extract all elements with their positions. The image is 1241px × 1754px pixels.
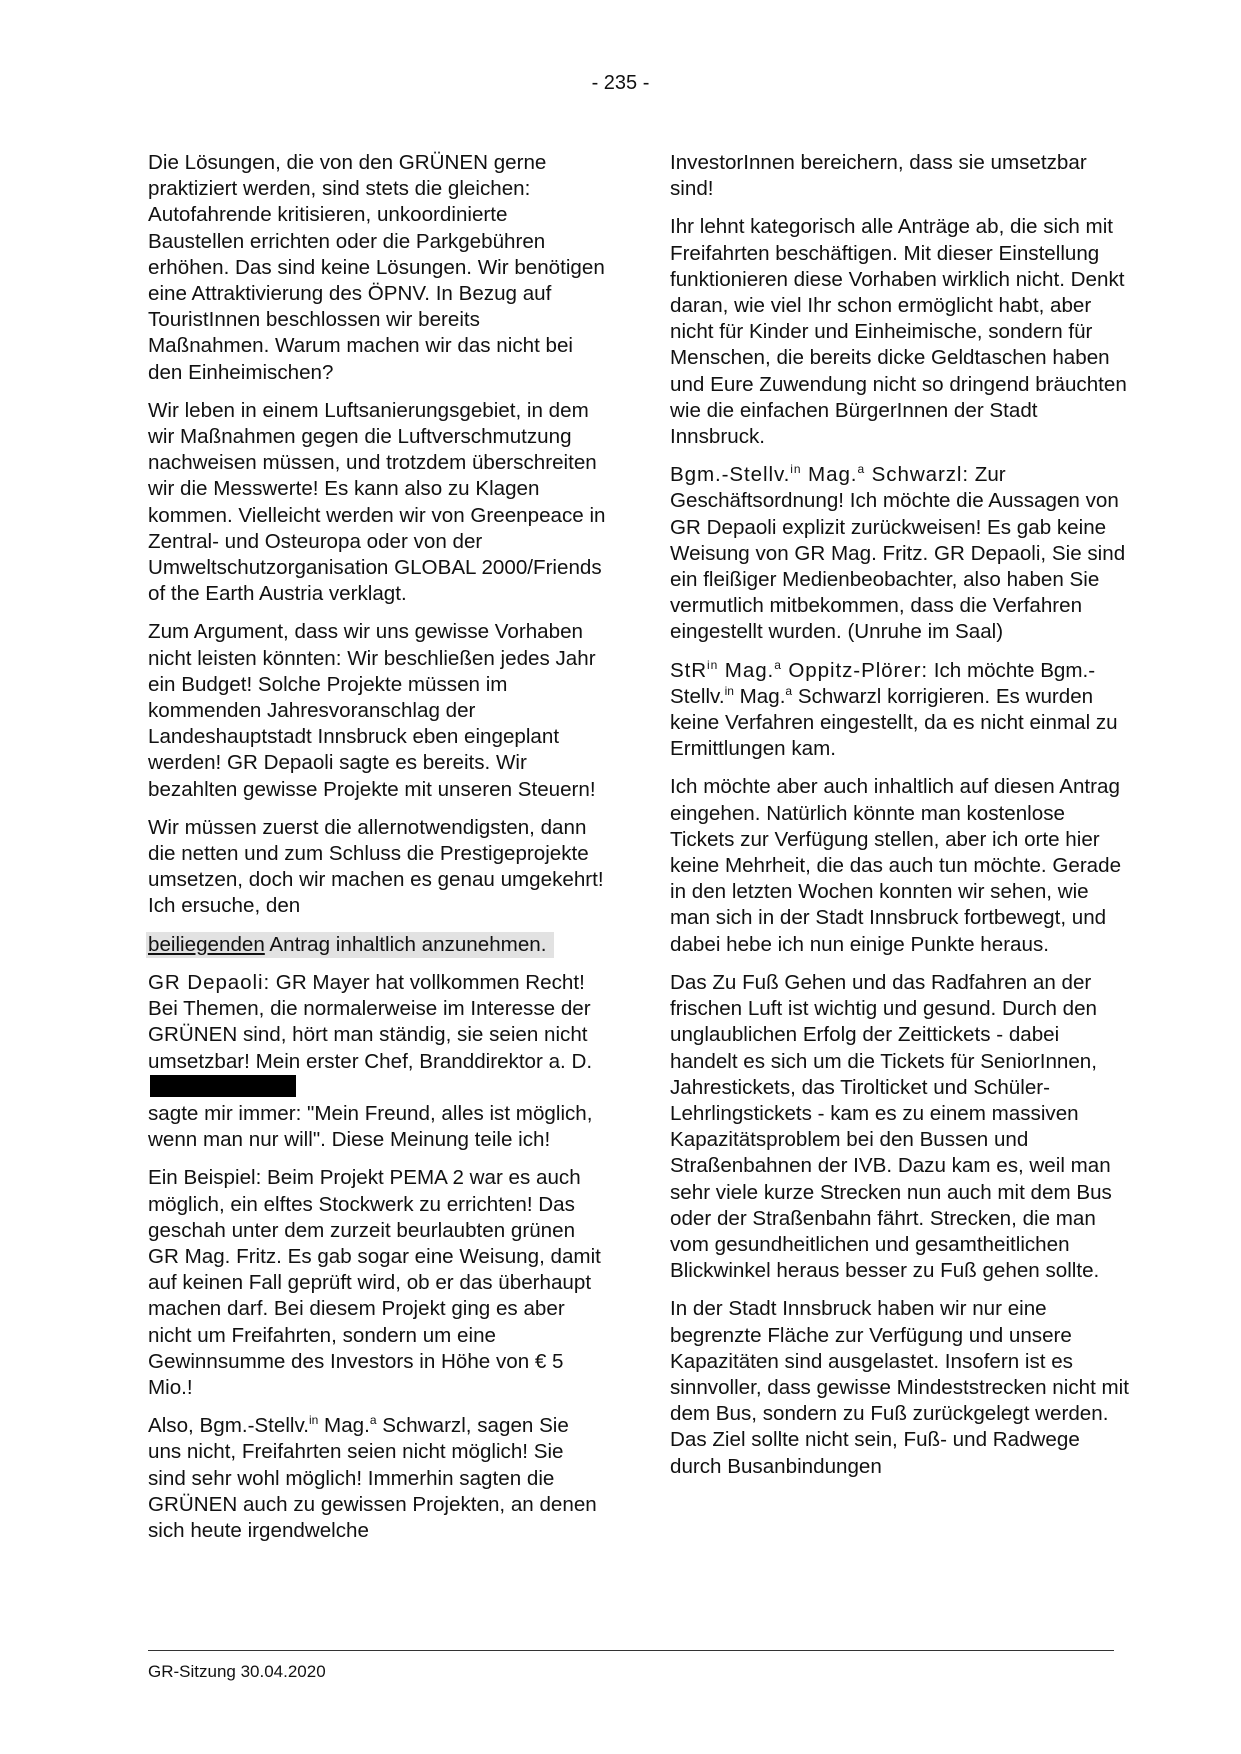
text: Antrag inhaltlich anzunehmen. [264, 932, 547, 956]
text: Mag. [801, 463, 858, 487]
text: StR [670, 658, 708, 682]
text: Zur Geschäftsordnung! Ich möchte die Aussagen von GR Depaoli explizit zurückweisen! Es gab keine Weisung von GR Mag. Fritz. GR Depaoli, Sie sind ein fleißiger Medienbeobachter, also haben Sie vermutlich mitbekommen, dass die Verfahren eingestellt wurden. (Unruhe im Saal) [670, 463, 1126, 644]
text: Mag. [733, 684, 786, 708]
superscript: in [790, 462, 802, 477]
paragraph: Ein Beispiel: Beim Projekt PEMA 2 war es auch möglich, ein elftes Stockwerk zu errichten! Das geschah unter dem zurzeit beurlaubten grünen GR Mag. Fritz. Es gab sogar eine Weisung, damit auf keinen Fall geprüft wird, ob er das überhaupt machen darf. Bei diesem Projekt ging es aber nicht um Freifahrten, sondern um eine Gewinnsumme des Investors in Höhe von € 5 Mio.! [148, 1166, 601, 1399]
text: Also, Bgm.-Stellv. [148, 1414, 309, 1438]
footer: GR-Sitzung 30.04.2020 [148, 1662, 326, 1681]
footer-divider [148, 1650, 1114, 1651]
paragraph: Wir müssen zuerst die allernotwendigsten, dann die netten und zum Schluss die Prestigeprojekte umsetzen, doch wir machen es genau umgekehrt! Ich ersuche, den [148, 815, 604, 918]
superscript: a [774, 657, 782, 672]
left-column [148, 150, 606, 1556]
speaker: GR Depaoli: [148, 970, 271, 994]
redaction-box [150, 1075, 296, 1097]
highlighted-paragraph [148, 932, 606, 958]
underlined-word: beiliegenden [148, 932, 265, 956]
superscript: a [785, 683, 793, 698]
speech [148, 970, 606, 1153]
paragraph: Die Lösungen, die von den GRÜNEN gerne praktiziert werden, sind stets die gleichen: Autofahrende kritisieren, unkoordinierte Baustellen errichten oder die Parkgebühren erhöhen. Das sind keine Lösungen. Wir benötigen eine Attraktivierung des ÖPNV. In Bezug auf TouristInnen beschlossen wir bereits Maßnahmen. Warum machen wir das nicht bei den Einheimischen? [148, 151, 605, 384]
superscript: a [857, 462, 866, 477]
text: Schwarzl: [865, 463, 970, 487]
paragraph: Wir leben in einem Luftsanierungsgebiet, in dem wir Maßnahmen gegen die Luftverschmutzung nachweisen müssen, und trotzdem überschreiten wir die Messwerte! Es kann also zu Klagen kommen. Vielleicht werden wir von Greenpeace in Zentral- und Osteuropa oder von der Umweltschutzorganisation GLOBAL 2000/Friends of the Earth Austria verklagt. [148, 398, 606, 606]
paragraph [148, 1413, 606, 1544]
text: Oppitz-Plörer: [781, 658, 929, 682]
text: Schwarzl korrigieren. Es wurden keine Verfahren eingestellt, da es nicht einmal zu Ermittlungen kam. [670, 684, 1118, 761]
speech [670, 462, 1130, 645]
highlight [146, 932, 554, 958]
right-column [670, 150, 1130, 1492]
text: Bgm.-Stellv. [670, 463, 791, 487]
paragraph: Ich möchte aber auch inhaltlich auf diesen Antrag eingehen. Natürlich könnte man kostenlose Tickets zur Verfügung stellen, aber ich orte hier keine Mehrheit, die das auch tun möchte. Gerade in den letzten Wochen konnten wir sehen, wie man sich in der Stadt Innsbruck fortbewegt, und dabei hebe ich nun einige Punkte heraus. [670, 775, 1122, 956]
superscript: a [369, 1413, 377, 1428]
text: sagte mir immer: "Mein Freund, alles ist möglich, wenn man nur will". Diese Meinung teile ich! [148, 1101, 593, 1152]
speaker [670, 463, 969, 486]
paragraph: In der Stadt Innsbruck haben wir nur eine begrenzte Fläche zur Verfügung und unsere Kapazitäten sind ausgelastet. Insofern ist es sinnvoller, dass gewisse Mindeststrecken nicht mit dem Bus, sondern zu Fuß zurückgelegt werden. Das Ziel sollte nicht sein, Fuß- und Radwege durch Busanbindungen [670, 1297, 1129, 1478]
superscript: in [724, 683, 734, 698]
text: Ich möchte Bgm.-Stellv. [670, 658, 1096, 708]
speech [670, 658, 1130, 763]
speaker [670, 659, 928, 682]
page-number: - 235 - [591, 72, 650, 94]
paragraph: InvestorInnen bereichern, dass sie umsetzbar sind! [670, 151, 1087, 201]
paragraph: Ihr lehnt kategorisch alle Anträge ab, die sich mit Freifahrten beschäftigen. Mit dieser Einstellung funktionieren diese Vorhaben wirklich nicht. Denkt daran, wie viel Ihr schon ermöglicht habt, aber nicht für Kinder und Einheimische, sondern für Menschen, die bereits dicke Geldtaschen haben und Eure Zuwendung nicht so dringend bräuchten wie die einfachen BürgerInnen der Stadt Innsbruck. [670, 215, 1127, 449]
text: GR Mayer hat vollkommen Recht! Bei Themen, die normalerweise im Interesse der GRÜNEN sind, hört man ständig, sie seien nicht umsetzbar! Mein erster Chef, Branddirektor a. D. [148, 970, 593, 1073]
text: Mag. [718, 658, 775, 682]
text: Schwarzl, sagen Sie uns nicht, Freifahrten seien nicht möglich! Sie sind sehr wohl möglich! Immerhin sagten die GRÜNEN auch zu gewissen Projekten, an denen sich heute irgendwelche [148, 1414, 597, 1542]
superscript: in [308, 1413, 319, 1428]
superscript: in [707, 657, 719, 672]
paragraph: Zum Argument, dass wir uns gewisse Vorhaben nicht leisten könnten: Wir beschließen jedes Jahr ein Budget! Solche Projekte müssen im kommenden Jahresvoranschlag der Landeshauptstadt Innsbruck eben eingeplant werden! GR Depaoli sagte es bereits. Wir bezahlten gewisse Projekte mit unseren Steuern! [148, 620, 596, 801]
paragraph: Das Zu Fuß Gehen und das Radfahren an der frischen Luft ist wichtig und gesund. Durch den unglaublichen Erfolg der Zeittickets - dabei handelt es sich um die Tickets für SeniorInnen, Jahrestickets, das Tirolticket und Schüler- Lehrlingstickets - kam es zu einem massiven Kapazitätsproblem bei den Bussen und Straßenbahnen der IVB. Dazu kam es, weil man sehr viele kurze Strecken nun auch mit dem Bus oder der Straßenbahn fährt. Strecken, die man vom gesundheitlichen und gesamtheitlichen Blickwinkel heraus besser zu Fuß gehen sollte. [670, 970, 1112, 1283]
text: Mag. [318, 1414, 370, 1438]
